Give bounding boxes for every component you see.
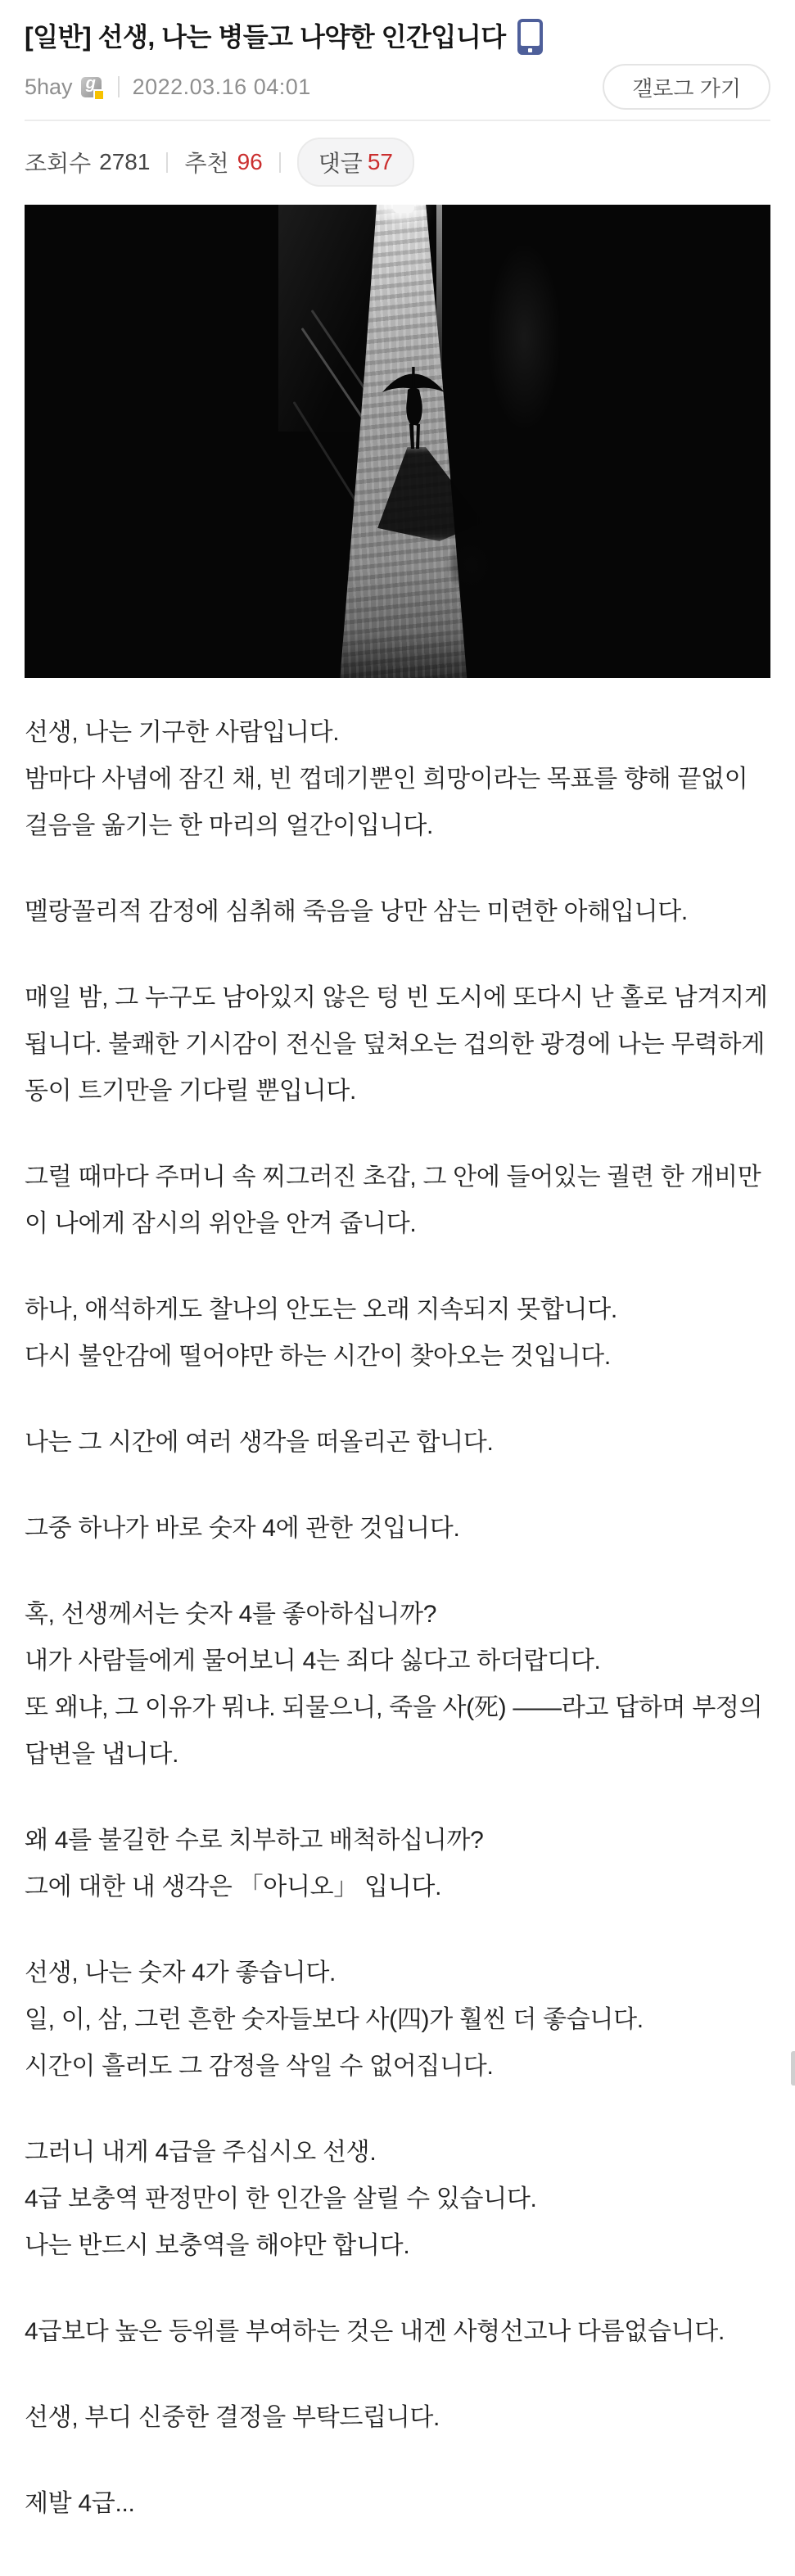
alley-right-wall — [487, 242, 562, 432]
body-line: 4급보다 높은 등위를 부여하는 것은 내겐 사형선고나 다름없습니다. — [25, 2318, 725, 2345]
views-label: 조회수 — [25, 151, 92, 176]
comments-count: 57 — [367, 149, 393, 174]
alley-end-light — [393, 205, 414, 213]
body-line: 하나, 애석하게도 찰나의 안도는 오래 지속되지 못합니다. — [25, 1296, 617, 1323]
post-body — [0, 678, 795, 2576]
paragraph — [25, 2480, 770, 2527]
comments-label: 댓글 — [318, 151, 363, 176]
stats-divider — [166, 152, 168, 173]
views-count: 2781 — [99, 149, 151, 174]
paragraph — [25, 2129, 770, 2269]
paragraph — [25, 1154, 770, 1247]
body-line: 제발 4급... — [25, 2490, 135, 2517]
body-line: 그럴 때마다 주머니 속 찌그러진 초갑, 그 안에 들어있는 궐련 한 개비만이 나에게 잠시의 위안을 안겨 줍니다. — [25, 1164, 761, 1237]
body-line: 내가 사람들에게 물어보니 4는 죄다 싫다고 하더랍디다. — [25, 1647, 601, 1674]
paragraph — [25, 1505, 770, 1552]
post-date: 2022.03.16 04:01 — [132, 74, 311, 99]
body-line: 매일 밤, 그 누구도 남아있지 않은 텅 빈 도시에 또다시 난 홀로 남겨지게 됩니다. 불쾌한 기시감이 전신을 덮쳐오는 겁의한 광경에 나는 무력하게 동이 트기만을 기다릴 뿐입니다. — [25, 984, 768, 1105]
comments-pill[interactable] — [297, 138, 414, 187]
paragraph — [25, 2394, 770, 2441]
body-line: 멜랑꼴리적 감정에 심취해 죽음을 낭만 삼는 미련한 아해입니다. — [25, 898, 688, 925]
umbrella-person-silhouette — [381, 360, 446, 454]
body-line: 왜 4를 불길한 수로 치부하고 배척하십니까? — [25, 1827, 484, 1854]
body-line: 밤마다 사념에 잠긴 채, 빈 껍데기뿐인 희망이라는 목표를 향해 끝없이 걸음을 옮기는 한 마리의 얼간이입니다. — [25, 766, 748, 839]
paragraph — [25, 2308, 770, 2355]
likes-count: 96 — [237, 149, 263, 174]
likes-label: 추천 — [184, 151, 229, 176]
paragraph — [25, 709, 770, 849]
body-line: 선생, 부디 신중한 결정을 부탁드립니다. — [25, 2404, 440, 2431]
body-line: 4급 보충역 판정만이 한 인간을 살릴 수 있습니다. — [25, 2185, 537, 2212]
paragraph — [25, 1419, 770, 1466]
paragraph — [25, 888, 770, 935]
body-line: 일, 이, 삼, 그런 흔한 숫자들보다 사(四)가 훨씬 더 좋습니다. — [25, 2006, 644, 2033]
page-title: [일반] 선생, 나는 병들고 나약한 인간입니다 — [25, 22, 506, 52]
paragraph — [25, 1817, 770, 1910]
foliage-silhouette — [446, 536, 495, 594]
author-nickname[interactable]: 5hay — [25, 74, 73, 99]
meta-divider — [118, 76, 120, 97]
paragraph — [25, 1591, 770, 1778]
body-line: 다시 불안감에 떨어야만 하는 시간이 찾아오는 것입니다. — [25, 1343, 611, 1370]
scrollbar-fragment[interactable] — [791, 2051, 795, 2086]
body-line: 혹, 선생께서는 숫자 4를 좋아하십니까? — [25, 1601, 437, 1628]
paragraph — [25, 974, 770, 1114]
gallog-icon[interactable] — [81, 77, 102, 97]
body-line: 또 왜냐, 그 이유가 뭐냐. 되물으니, 죽을 사(死) ——라고 답하며 부정의 답변을 냅니다. — [25, 1694, 763, 1768]
mobile-post-icon — [517, 19, 543, 55]
body-line: 선생, 나는 숫자 4가 좋습니다. — [25, 1959, 337, 1986]
body-line: 나는 반드시 보충역을 해야만 합니다. — [25, 2232, 410, 2259]
post-header — [0, 0, 795, 121]
gallog-button[interactable]: 갤로그 가기 — [603, 64, 770, 110]
body-line: 나는 그 시간에 여러 생각을 떠올리곤 합니다. — [25, 1429, 494, 1456]
stats-divider — [279, 152, 281, 173]
paragraph — [25, 1950, 770, 2090]
post-image-umbrella-alley[interactable] — [25, 205, 770, 678]
post-stats — [0, 121, 795, 187]
body-line: 시간이 흘러도 그 감정을 삭일 수 없어집니다. — [25, 2053, 494, 2080]
paragraph — [25, 1286, 770, 1380]
body-line: 그중 하나가 바로 숫자 4에 관한 것입니다. — [25, 1515, 460, 1542]
body-line: 그러니 내게 4급을 주십시오 선생. — [25, 2139, 377, 2166]
body-line: 그에 대한 내 생각은 「아니오」 입니다. — [25, 1873, 442, 1900]
body-line: 선생, 나는 기구한 사람입니다. — [25, 719, 340, 746]
